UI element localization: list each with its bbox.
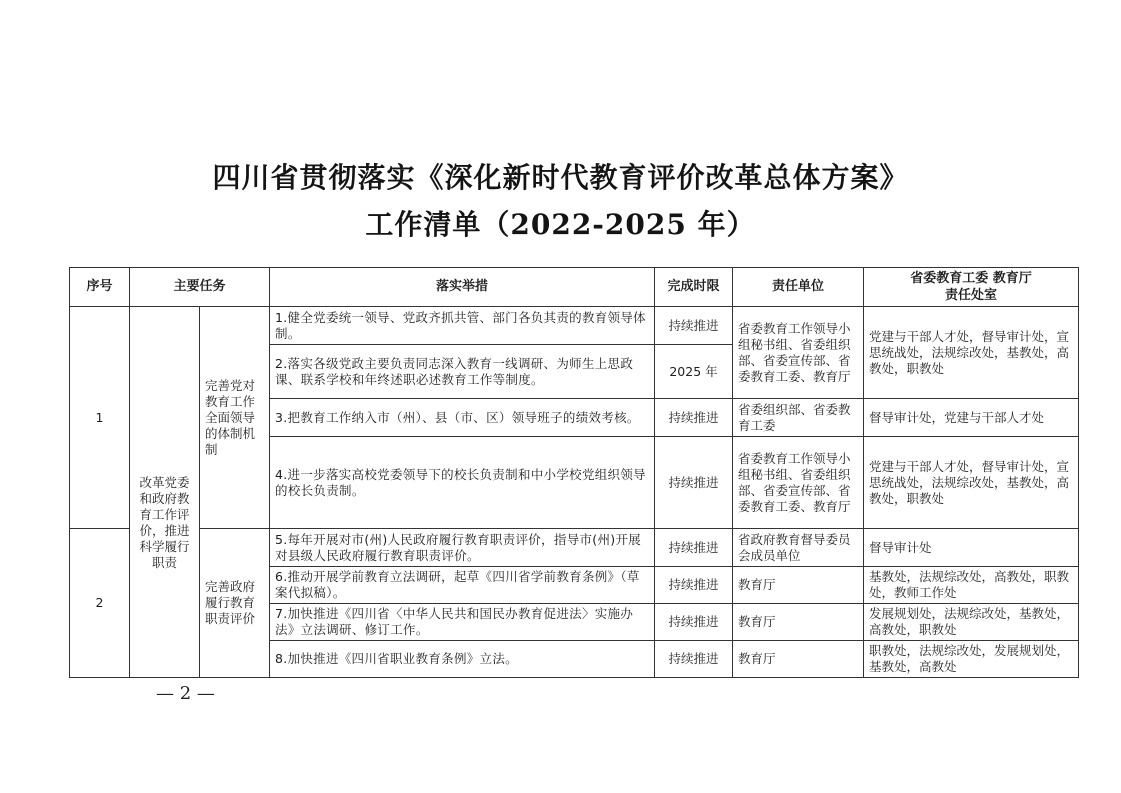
measure-cell: 6.推动开展学前教育立法调研，起草《四川省学前教育条例》（草案代拟稿）。 (270, 567, 655, 604)
header-measures: 落实举措 (270, 268, 655, 307)
deadline-cell: 持续推进 (655, 604, 733, 641)
page-number: — 2 — (156, 683, 215, 704)
office-cell: 党建与干部人才处，督导审计处，宣思统战处，法规综改处，基教处，高教处，职教处 (864, 307, 1079, 399)
measure-cell: 8.加快推进《四川省职业教育条例》立法。 (270, 641, 655, 678)
deadline-cell: 2025 年 (655, 345, 733, 399)
deadline-cell: 持续推进 (655, 307, 733, 345)
office-cell: 督导审计处 (864, 529, 1079, 567)
main-task-category-text: 改革党委和政府教育工作评价，推进科学履行职责 (139, 475, 190, 570)
document-title-line2: 工作清单（2022-2025 年） (365, 208, 756, 241)
deadline-cell: 持续推进 (655, 567, 733, 604)
document-title-line1: 四川省贯彻落实《深化新时代教育评价改革总体方案》 (212, 161, 909, 194)
unit-cell: 省政府教育督导委员会成员单位 (733, 529, 864, 567)
header-deadline: 完成时限 (655, 268, 733, 307)
table-header-row (70, 268, 1079, 307)
measure-cell: 4.进一步落实高校党委领导下的校长负责制和中小学校党组织领导的校长负责制。 (270, 437, 655, 529)
office-cell: 党建与干部人才处，督导审计处，宣思统战处，法规综改处，基教处，高教处，职教处 (864, 437, 1079, 529)
unit-cell: 教育厅 (733, 604, 864, 641)
header-responsible-unit: 责任单位 (733, 268, 864, 307)
deadline-cell: 持续推进 (655, 641, 733, 678)
row-number: 1 (70, 307, 130, 529)
office-cell: 基教处，法规综改处，高教处，职教处，教师工作处 (864, 567, 1079, 604)
office-cell: 督导审计处，党建与干部人才处 (864, 399, 1079, 437)
measure-cell: 3.把教育工作纳入市（州）、县（市、区）领导班子的绩效考核。 (270, 399, 655, 437)
main-task-category (130, 307, 200, 678)
deadline-cell: 持续推进 (655, 437, 733, 529)
subtask: 完善政府履行教育职责评价 (200, 529, 270, 678)
office-cell: 发展规划处，法规综改处，基教处，高教处，职教处 (864, 604, 1079, 641)
work-list-table (69, 267, 1079, 678)
measure-cell: 7.加快推进《四川省〈中华人民共和国民办教育促进法〉实施办法》立法调研、修订工作。 (270, 604, 655, 641)
unit-cell: 省委教育工作领导小组秘书组、省委组织部、省委宣传部、省委教育工委、教育厅 (733, 307, 864, 399)
header-main-task: 主要任务 (130, 268, 270, 307)
row-number: 2 (70, 529, 130, 678)
office-cell: 职教处，法规综改处，发展规划处，基教处，高教处 (864, 641, 1079, 678)
table-row (70, 307, 1079, 345)
table-row (70, 529, 1079, 567)
unit-cell: 省委组织部、省委教育工委 (733, 399, 864, 437)
subtask: 完善党对教育工作全面领导的体制机制 (200, 307, 270, 529)
unit-cell: 省委教育工作领导小组秘书组、省委组织部、省委宣传部、省委教育工委、教育厅 (733, 437, 864, 529)
measure-cell: 1.健全党委统一领导、党政齐抓共管、部门各负其责的教育领导体制。 (270, 307, 655, 345)
deadline-cell: 持续推进 (655, 399, 733, 437)
unit-cell: 教育厅 (733, 641, 864, 678)
measure-cell: 2.落实各级党政主要负责同志深入教育一线调研、为师生上思政课、联系学校和年终述职必述教育工作等制度。 (270, 345, 655, 399)
unit-cell: 教育厅 (733, 567, 864, 604)
deadline-cell: 持续推进 (655, 529, 733, 567)
header-office: 省委教育工委 教育厅 责任处室 (864, 268, 1079, 307)
header-no: 序号 (70, 268, 130, 307)
measure-cell: 5.每年开展对市(州)人民政府履行教育职责评价，指导市(州)开展对县级人民政府履行教育职责评价。 (270, 529, 655, 567)
